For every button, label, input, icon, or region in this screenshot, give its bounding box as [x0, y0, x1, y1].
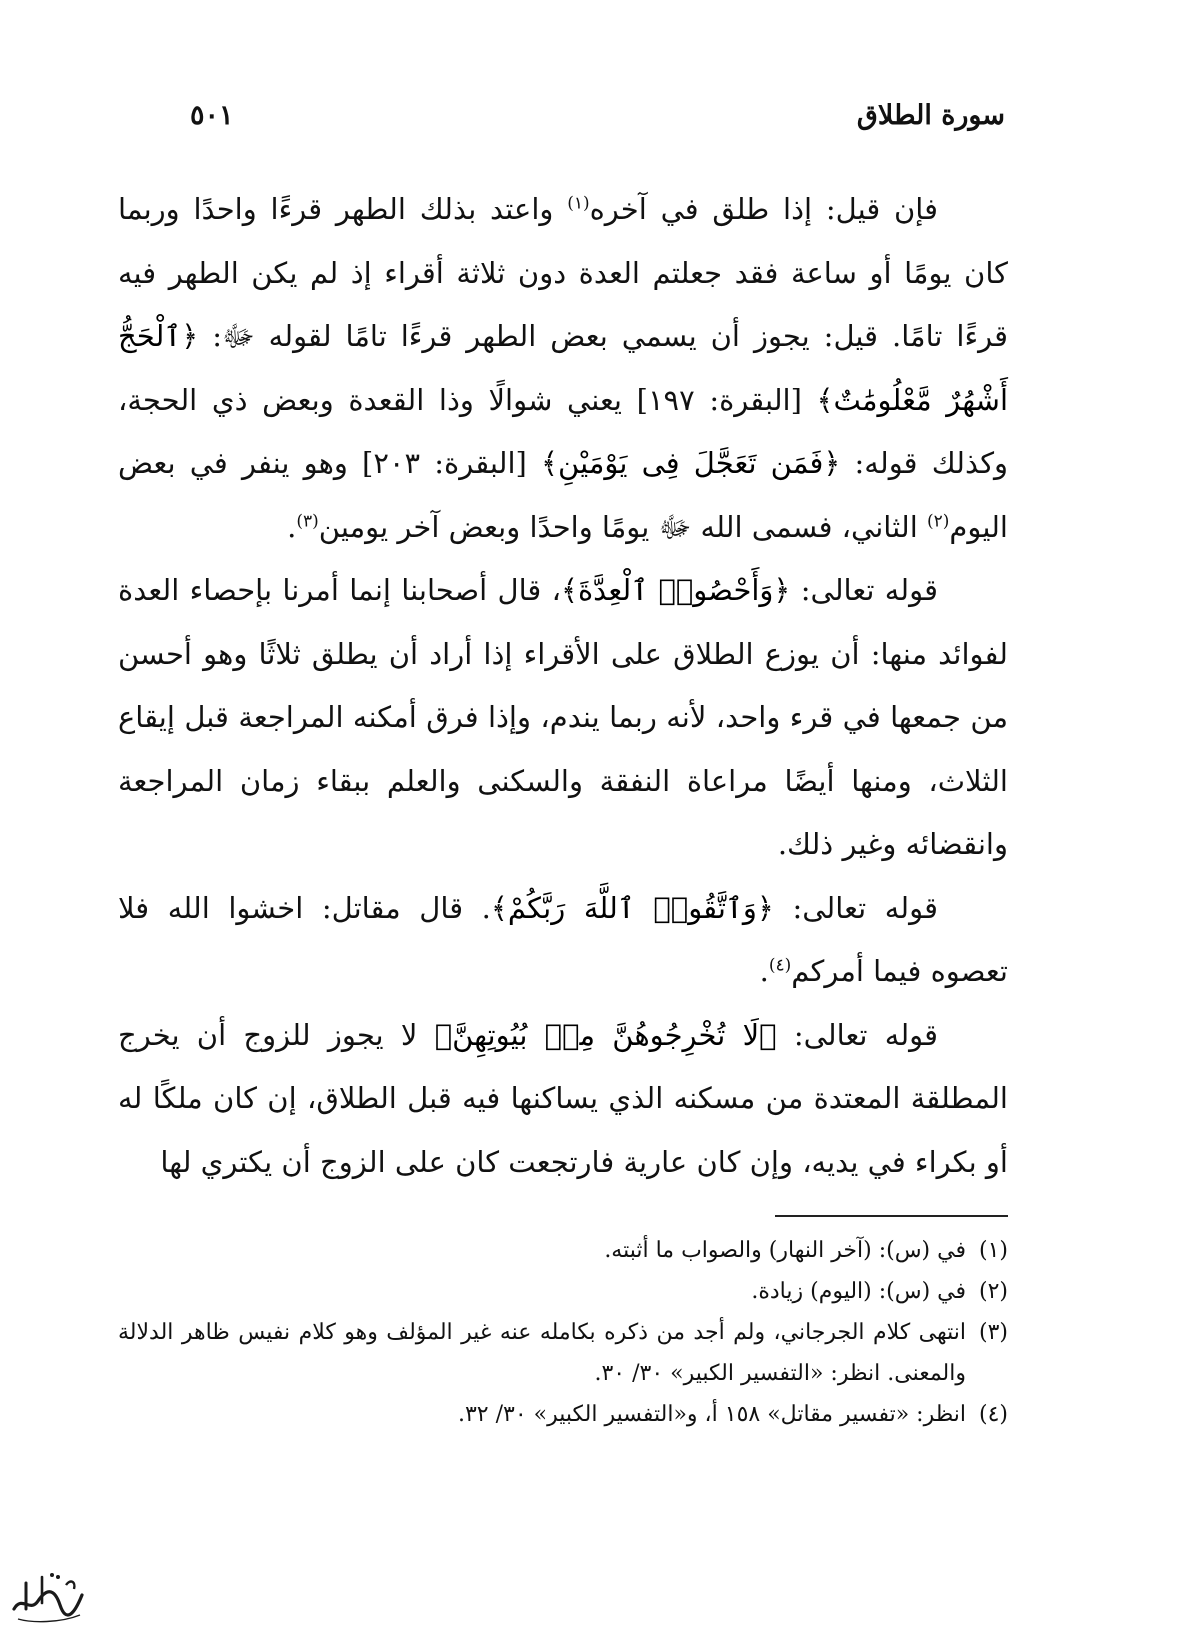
- quran-quote: ﴿لَا تُخْرِجُوهُنَّ مِنۢ بُيُوتِهِنَّ﴾: [434, 1017, 777, 1052]
- footnote-3: [118, 1312, 1008, 1394]
- footnote-ref-4[interactable]: (٤): [768, 955, 792, 976]
- footnote-marker: (٢): [978, 1279, 1008, 1304]
- page-number: ٥٠١: [190, 100, 234, 131]
- footnote-text: في (س): (آخر النهار) والصواب ما أثبته.: [604, 1238, 966, 1263]
- footnote-text: انتهى كلام الجرجاني، ولم أجد من ذكره بكامله عنه غير المؤلف وهو كلام نفيس ظاهر الدلالة والمعنى. انظر: «التفسير الكبير» ٣٠/ ٣٠.: [118, 1320, 966, 1386]
- main-text: [118, 178, 1008, 1194]
- paragraph-1: فإن قيل: إذا طلق في آخره$^{(١)}$ واعتد بذلك الطهر قرءًا واحدًا وربما كان يومًا أو ساعة فقد جعلتم العدة دون ثلاثة أقراء إذ لم يكن الطهر فيه قرءًا تامًا. قيل: يجوز أن يسمي بعض الطهر قرءًا تامًا لقوله ﷻ: ﴿ٱلْحَجُّ أَشْهُرٌ مَّعْلُومَٰتٌ﴾ [البقرة: ١٩٧] يعني شوالًا وذا القعدة وبعض ذي الحجة، وكذلك قوله: ﴿فَمَن تَعَجَّلَ فِى يَوْمَيْنِ﴾ [البقرة: ٢٠٣] وهو ينفر في بعض اليوم$^{(٢)}$ الثاني، فسمى الله ﷻ يومًا واحدًا وبعض آخر يومين$^{(٣)}$.: [118, 192, 1009, 544]
- footnote-marker: (٤): [978, 1402, 1008, 1427]
- footnotes: [118, 1230, 1008, 1435]
- footnote-divider: [775, 1215, 1008, 1217]
- surah-title: سورة الطلاق: [856, 100, 1005, 131]
- footnote-text: في (س): (اليوم) زيادة.: [751, 1279, 966, 1304]
- footnote-ref-2[interactable]: (٢): [926, 510, 950, 531]
- paragraph-3: قوله تعالى: ﴿وَٱتَّقُوا۟ ٱللَّهَ رَبَّكُمْ﴾. قال مقاتل: اخشوا الله فلا تعصوه فيما أمركم$^{(٤)}$.: [118, 890, 1008, 988]
- paragraph-4: قوله تعالى: ﴿لَا تُخْرِجُوهُنَّ مِنۢ بُيُوتِهِنَّ﴾ لا يجوز للزوج أن يخرج المطلقة المعتدة من مسكنه الذي يساكنها فيه قبل الطلاق، إن كان ملكًا له أو بكراء في يديه، وإن كان عارية فارتجعت كان على الزوج أن يكتري لها: [118, 1017, 1008, 1179]
- calligraphy-logo: [8, 1565, 88, 1627]
- quran-quote: ﴿وَأَحْصُوا۟ ٱلْعِدَّةَ﴾: [560, 573, 791, 607]
- footnote-ref-3[interactable]: (٣): [296, 510, 319, 531]
- footnote-marker: (١): [978, 1238, 1008, 1263]
- footnote-ref-1[interactable]: (١): [567, 193, 590, 214]
- quran-quote: ﴿ٱلْحَجُّ أَشْهُرٌ مَّعْلُومَٰتٌ﴾: [118, 319, 1009, 417]
- paragraph-2: قوله تعالى: ﴿وَأَحْصُوا۟ ٱلْعِدَّةَ﴾، قال أصحابنا إنما أمرنا بإحصاء العدة لفوائد منها: أن يوزع الطلاق على الأقراء إذا أراد أن يطلق ثلاثًا وهو أحسن من جمعها في قرء واحد، لأنه ربما يندم، وإذا فرق أمكنه المراجعة قبل إيقاع الثلاث، ومنها أيضًا مراعاة النفقة والسكنى والعلم ببقاء زمان المراجعة وانقضائه وغير ذلك.: [118, 573, 1008, 861]
- quran-quote: ﴿فَمَن تَعَجَّلَ فِى يَوْمَيْنِ﴾: [541, 446, 841, 480]
- footnote-text: انظر: «تفسير مقاتل» ١٥٨ أ، و«التفسير الكبير» ٣٠/ ٣٢.: [457, 1402, 966, 1427]
- page-header: [190, 100, 1005, 140]
- footnote-1: [118, 1230, 1008, 1271]
- footnote-4: [118, 1394, 1008, 1435]
- footnote-marker: (٣): [978, 1320, 1008, 1345]
- quran-quote: ﴿وَٱتَّقُوا۟ ٱللَّهَ رَبَّكُمْ﴾: [490, 890, 774, 925]
- footnote-2: [118, 1271, 1008, 1312]
